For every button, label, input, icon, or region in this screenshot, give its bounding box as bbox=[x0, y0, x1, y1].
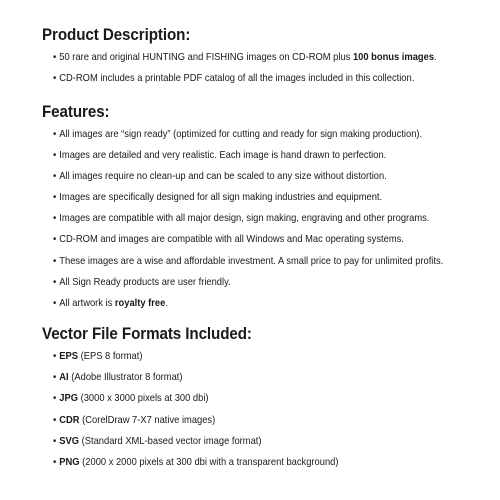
item-bold-text: PNG bbox=[59, 457, 80, 469]
list-item bbox=[53, 410, 338, 431]
bullet-icon: • bbox=[53, 435, 57, 447]
features-heading: Features: bbox=[42, 103, 110, 121]
product-description-heading: Product Description: bbox=[42, 26, 191, 44]
bullet-icon: • bbox=[53, 276, 57, 288]
bullet-icon: • bbox=[53, 297, 57, 309]
item-text: These images are a wise and affordable investment. A small price to pay for unlimited profits. bbox=[59, 255, 444, 267]
item-bold-text: 100 bonus images bbox=[352, 52, 435, 63]
list-item bbox=[53, 346, 338, 367]
item-text: (2000 x 2000 pixels at 300 dbi with a transparent background) bbox=[79, 457, 339, 469]
list-item bbox=[53, 166, 443, 187]
item-bold-text: JPG bbox=[59, 393, 79, 405]
product-description-list bbox=[53, 47, 479, 89]
list-item bbox=[53, 145, 443, 166]
list-item bbox=[53, 68, 437, 89]
item-text: (Adobe Illustrator 8 format) bbox=[68, 372, 183, 384]
item-text: 50 rare and original HUNTING and FISHING images on CD-ROM plus bbox=[59, 52, 353, 63]
item-text: Images are specifically designed for all sign making industries and equipment. bbox=[59, 192, 383, 204]
bullet-icon: • bbox=[53, 234, 57, 246]
item-text: CD-ROM and images are compatible with all Windows and Mac operating systems. bbox=[59, 234, 404, 246]
file-formats-heading: Vector File Formats Included: bbox=[42, 325, 252, 343]
item-text: . bbox=[434, 52, 437, 63]
file-formats-list bbox=[53, 346, 370, 473]
list-item bbox=[53, 431, 338, 452]
bullet-icon: • bbox=[53, 129, 57, 140]
list-item bbox=[53, 388, 338, 409]
item-text: (3000 x 3000 pixels at 300 dbi) bbox=[78, 393, 209, 405]
features-list bbox=[53, 124, 487, 314]
item-text: (EPS 8 format) bbox=[78, 351, 143, 362]
list-item bbox=[53, 293, 443, 314]
bullet-icon: • bbox=[53, 73, 57, 85]
item-text: Images are compatible with all major design, sign making, engraving and other programs. bbox=[59, 213, 430, 225]
list-item bbox=[53, 251, 443, 272]
bullet-icon: • bbox=[53, 52, 57, 63]
bullet-icon: • bbox=[53, 150, 57, 162]
bullet-icon: • bbox=[53, 372, 57, 384]
bullet-icon: • bbox=[53, 192, 57, 204]
list-item bbox=[53, 272, 443, 293]
bullet-icon: • bbox=[53, 414, 57, 426]
item-text: Images are detailed and very realistic. Each image is hand drawn to perfection. bbox=[59, 150, 387, 162]
item-bold-text: royalty free bbox=[114, 297, 166, 309]
list-item bbox=[53, 47, 437, 68]
item-text: All artwork is bbox=[59, 297, 115, 309]
item-text: . bbox=[165, 297, 168, 309]
item-bold-text: SVG bbox=[59, 435, 80, 447]
item-text: (CorelDraw 7-X7 native images) bbox=[79, 414, 216, 426]
bullet-icon: • bbox=[53, 393, 57, 405]
list-item bbox=[53, 187, 443, 208]
list-item bbox=[53, 124, 443, 145]
bullet-icon: • bbox=[53, 171, 57, 183]
item-bold-text: AI bbox=[59, 372, 69, 384]
item-bold-text: CDR bbox=[59, 414, 80, 426]
bullet-icon: • bbox=[53, 255, 57, 267]
item-text: All images are “sign ready” (optimized for cutting and ready for sign making production). bbox=[59, 129, 423, 140]
bullet-icon: • bbox=[53, 213, 57, 225]
list-item bbox=[53, 452, 338, 473]
item-text: All Sign Ready products are user friendly. bbox=[59, 276, 231, 288]
list-item bbox=[53, 229, 443, 250]
item-text: (Standard XML-based vector image format) bbox=[79, 435, 262, 447]
item-text: All images require no clean-up and can be scaled to any size without distortion. bbox=[59, 171, 387, 183]
item-text: CD-ROM includes a printable PDF catalog of all the images included in this collection. bbox=[59, 73, 415, 85]
bullet-icon: • bbox=[53, 457, 57, 469]
item-bold-text: EPS bbox=[59, 351, 79, 362]
list-item bbox=[53, 208, 443, 229]
bullet-icon: • bbox=[53, 351, 57, 362]
list-item bbox=[53, 367, 338, 388]
